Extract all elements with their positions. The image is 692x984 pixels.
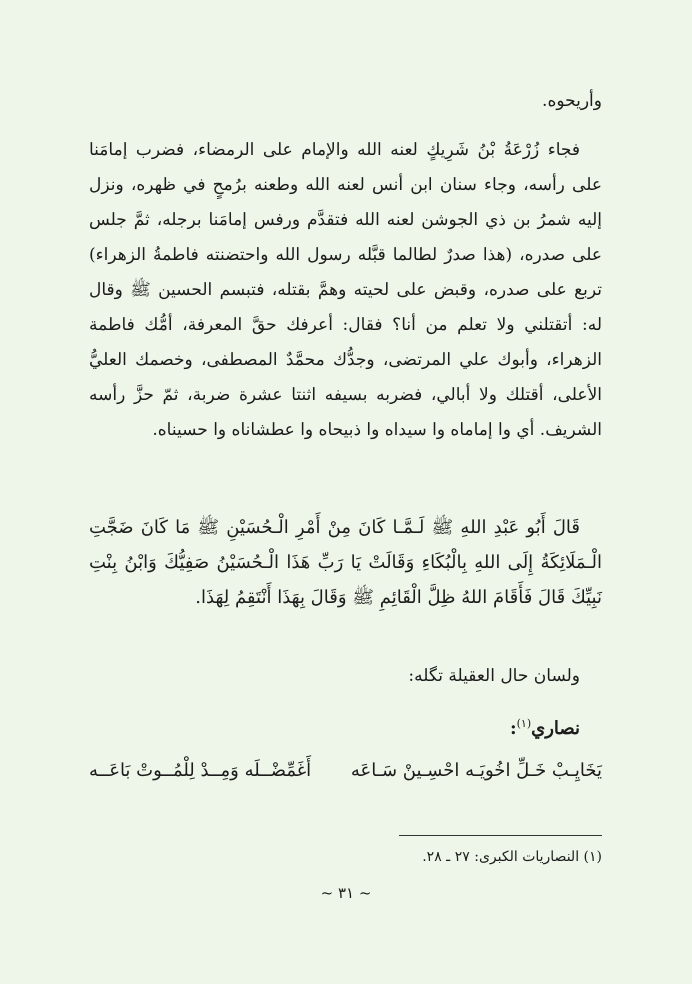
continuation-text: وأريحوه. [542, 91, 602, 111]
footnote-divider [399, 835, 602, 836]
second-hemistich: أَغَمِّضْــلَه وَمِــدْ لِلْمُــوتْ بَاعَــه [89, 760, 312, 781]
first-hemistich: يَخَايِـبْ خَـلِّ اخُويَـه احْسِـينْ سَـاعَه [350, 760, 602, 781]
poem-verse [89, 753, 602, 788]
paragraph-ending [89, 84, 602, 119]
poem-heading-text: نصاري [531, 718, 580, 739]
footnote: (١) النصاريات الكبرى: ٢٧ ـ ٢٨. [422, 849, 602, 865]
poem-heading [89, 706, 602, 746]
page-number: ~ ٣١ ~ [320, 884, 372, 902]
hadith-text: قَالَ أَبُو عَبْدِ اللهِ ﷺ لَـمَّـا كَانَ مِنْ أَمْرِ الْـحُسَيْنِ ﷺ مَا كَانَ ضَجَّتِ الْـمَلَائِكَةُ إِلَى اللهِ بِالْبُكَاءِ وَقَالَتْ يَا رَبِّ هَذَا الْـحُسَيْنُ صَفِيُّكَ وَابْنُ بِنْتِ نَبِيِّكَ قَالَ فَأَقَامَ اللهُ ظِلَّ الْقَائِمِ ﷺ وَقَالَ بِهَذَا أَنْتَقِمُ لِهَذَا. [89, 517, 602, 608]
narrative-paragraph [89, 133, 602, 448]
heading-colon: : [509, 718, 517, 739]
narrative-text: فجاء زُرْعَةُ بْنُ شَرِيكٍ لعنه الله والإمام على الرمضاء، فضرب إمامَنا على رأسه، وجاء سنان ابن أنس لعنه الله وطعنه برُمحٍ في ظهره، ونزل إليه شمرُ بن ذي الجوشن لعنه الله فتقدَّم ورفس إمامَنا برجله، ثمَّ جلس على صدره، (هذا صدرٌ لطالما قبَّله رسول الله واحتضنته فاطمةُ الزهراء) تربع على صدره، وقبض على لحيته وهمَّ بقتله، فتبسم الحسين ﷺ وقال له: أتقتلني ولا تعلم من أنا؟ فقال: أعرفك حقَّ المعرفة، أمُّك فاطمة الزهراء، وأبوك علي المرتضى، وجدُّك محمَّدٌ المصطفى، وخصمك العليُّ الأعلى، أقتلك ولا أبالي، فضربه بسيفه اثنتا عشرة ضربة، ثمّ حزَّ رأسه الشريف. أي وا إماماه وا سيداه وا ذبيحاه وا عطشاناه وا حسيناه. [89, 140, 602, 440]
intro-text: ولسان حال العقيلة تگله: [408, 666, 580, 686]
footnote-marker: (١) [516, 717, 532, 730]
intro-paragraph [89, 659, 602, 694]
hadith-paragraph [89, 510, 602, 615]
